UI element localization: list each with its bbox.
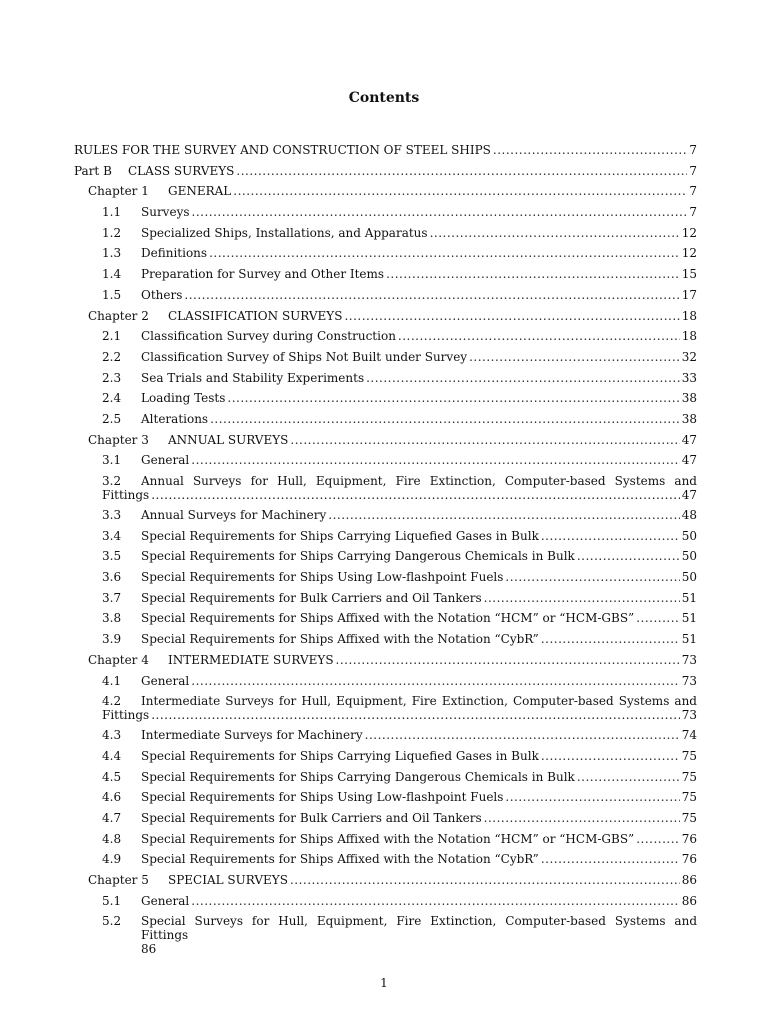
page-number: 1 (380, 976, 388, 990)
toc-entry-section[interactable] (74, 450, 697, 471)
toc-entry-section[interactable] (74, 264, 697, 285)
toc-entry-text: General (141, 453, 190, 468)
toc-entry-text: Special Requirements for Ships Affixed with the Notation “HCM” or “HCM-GBS” (141, 831, 635, 846)
leader-dots (233, 181, 687, 202)
toc-entry-text: CLASS SURVEYS (128, 163, 235, 178)
toc-entry-section[interactable] (74, 588, 697, 609)
toc-entry-text: Classification Survey during Construction (141, 329, 396, 344)
toc-entry-text: SPECIAL SURVEYS (168, 873, 288, 887)
toc-entry-number: Chapter 3 (88, 432, 149, 447)
toc-entry-number: 1.3 (102, 246, 122, 261)
toc-entry-page: 50 (681, 528, 697, 543)
leader-dots (541, 629, 680, 650)
toc-entry-chapter[interactable] (74, 430, 697, 451)
toc-entry-number: 4.4 (102, 748, 122, 763)
toc-entry-section[interactable] (74, 608, 697, 629)
toc-entry-text: Special Surveys for Hull, Equipment, Fire Extinction, Computer-based Systems and Fittings (141, 914, 697, 943)
toc-entry-number: Chapter 2 (88, 308, 149, 323)
toc-entry-number: 3.2 (102, 474, 122, 488)
toc-entry-text: RULES FOR THE SURVEY AND CONSTRUCTION OF STEEL SHIPS (74, 143, 491, 157)
toc-entry-section[interactable] (74, 526, 697, 547)
toc-entry-page: 73 (681, 652, 697, 667)
toc-entry-number: 4.2 (102, 694, 122, 709)
toc-entry-section[interactable] (74, 787, 697, 808)
toc-entry-section[interactable] (74, 347, 697, 368)
toc-entry-part-b[interactable] (74, 161, 697, 182)
toc-entry-number: 2.1 (102, 329, 122, 344)
toc-entry-text: Special Requirements for Ships Using Low-flashpoint Fuels (141, 790, 504, 805)
leader-dots (151, 488, 680, 502)
toc-entry-page: 7 (689, 184, 697, 199)
toc-entry-number: Chapter 1 (88, 184, 149, 199)
toc-entry-text: Special Requirements for Ships Affixed with the Notation “CybR” (141, 632, 539, 647)
toc-entry-number: 1.4 (102, 267, 122, 282)
toc-entry-number: 4.5 (102, 769, 122, 784)
toc-entry-number: 1.5 (102, 287, 122, 302)
toc-entry-number: 4.3 (102, 728, 122, 743)
toc-entry-page: 47 (681, 453, 697, 468)
leader-dots (336, 650, 680, 671)
toc-entry-section[interactable] (74, 849, 697, 870)
toc-entry-section[interactable] (74, 891, 697, 912)
toc-entry-text: Classification Survey of Ships Not Built under Survey (141, 349, 468, 364)
toc-entry-page: 50 (681, 549, 697, 564)
toc-entry-number: 3.9 (102, 632, 122, 647)
toc-entry-text: INTERMEDIATE SURVEYS (168, 652, 334, 667)
leader-dots (505, 567, 679, 588)
toc-entry-number: 4.9 (102, 852, 122, 867)
toc-entry-page: 48 (681, 508, 697, 522)
toc-entry-rules[interactable] (74, 140, 697, 161)
leader-dots (505, 787, 679, 808)
toc-entry-text: ANNUAL SURVEYS (168, 432, 289, 447)
toc-entry-page: 76 (681, 831, 697, 846)
toc-entry-text-continued: Fittings (102, 708, 150, 723)
toc-entry-number: 3.3 (102, 508, 122, 522)
toc-entry-text: Definitions (141, 246, 208, 261)
toc-entry-page: 51 (681, 632, 697, 647)
toc-entry-page: 38 (681, 411, 697, 426)
toc-entry-page: 15 (681, 267, 697, 282)
toc-entry-page: 47 (681, 488, 697, 502)
toc-entry-text: Annual Surveys for Machinery (141, 508, 327, 522)
toc-entry-page: 73 (681, 708, 697, 723)
leader-dots (398, 326, 680, 347)
toc-entry-section-wrapped[interactable] (74, 911, 697, 959)
toc-entry-page: 75 (681, 769, 697, 784)
toc-entry-section[interactable] (74, 368, 697, 389)
leader-dots (493, 140, 687, 161)
toc-entry-section[interactable] (74, 223, 697, 244)
toc-entry-page: 51 (681, 590, 697, 605)
toc-entry-page: 75 (681, 810, 697, 825)
toc-entry-number: 4.8 (102, 831, 122, 846)
toc-entry-number: Part B (74, 163, 112, 178)
toc-entry-number: 2.4 (102, 391, 122, 406)
toc-entry-chapter[interactable] (74, 306, 697, 327)
toc-entry-section[interactable] (74, 546, 697, 567)
toc-entry-chapter[interactable] (74, 650, 697, 671)
toc-entry-section[interactable] (74, 285, 697, 306)
leader-dots (236, 161, 687, 182)
leader-dots (541, 849, 680, 870)
toc-entry-page: 74 (681, 728, 697, 743)
toc-entry-text: Intermediate Surveys for Hull, Equipment, Fire Extinction, Computer-based Systems and (141, 694, 697, 709)
leader-dots (191, 891, 679, 912)
toc-entry-text: Special Requirements for Ships Carrying Dangerous Chemicals in Bulk (141, 549, 575, 564)
toc-entry-page: 73 (681, 673, 697, 688)
toc-entry-number: 2.5 (102, 411, 122, 426)
toc-entry-text: Intermediate Surveys for Machinery (141, 728, 363, 743)
leader-dots (636, 829, 680, 850)
toc-entry-section[interactable] (74, 725, 697, 746)
toc-entry-page: 18 (681, 308, 697, 323)
leader-dots (344, 306, 679, 327)
toc-entry-text: Sea Trials and Stability Experiments (141, 370, 365, 385)
toc-entry-number: Chapter 4 (88, 652, 149, 667)
leader-dots (484, 808, 680, 829)
toc-entry-section-wrapped[interactable] (74, 691, 697, 725)
toc-entry-page: 18 (681, 329, 697, 344)
toc-entry-text: Special Requirements for Ships Carrying Liquefied Gases in Bulk (141, 748, 539, 763)
leader-dots (577, 546, 680, 567)
leader-dots (191, 450, 679, 471)
leader-dots (192, 202, 688, 223)
toc-entry-page: 33 (681, 370, 697, 385)
toc-entry-text: General (141, 893, 190, 908)
toc-entry-text: Annual Surveys for Hull, Equipment, Fire Extinction, Computer-based Systems and (141, 474, 697, 488)
toc-entry-section[interactable] (74, 388, 697, 409)
toc-entry-number: 5.2 (102, 914, 122, 929)
toc-entry-number: 5.1 (102, 893, 122, 908)
leader-dots (541, 526, 680, 547)
toc-entry-text: CLASSIFICATION SURVEYS (168, 308, 343, 323)
leader-dots (151, 708, 680, 722)
toc-entry-section[interactable] (74, 409, 697, 430)
toc-entry-page: 7 (689, 205, 697, 220)
toc-entry-section[interactable] (74, 326, 697, 347)
toc-entry-number: 2.3 (102, 370, 122, 385)
toc-entry-page: 86 (681, 893, 697, 908)
toc-entry-section[interactable] (74, 567, 697, 588)
toc-entry-text: Special Requirements for Ships Using Low-flashpoint Fuels (141, 570, 504, 585)
toc-entry-number: 1.2 (102, 225, 122, 240)
toc-entry-section[interactable] (74, 671, 697, 692)
toc-entry-number: 4.6 (102, 790, 122, 805)
toc-entry-text: General (141, 673, 190, 688)
toc-entry-number: 2.2 (102, 349, 122, 364)
toc-entry-text: Alterations (141, 411, 209, 426)
toc-entry-text: Surveys (141, 205, 190, 220)
leader-dots (484, 588, 680, 609)
toc-entry-text: Special Requirements for Bulk Carriers and Oil Tankers (141, 590, 482, 605)
leader-dots (636, 608, 680, 629)
toc-entry-page: 12 (681, 246, 697, 261)
toc-entry-number: Chapter 5 (88, 873, 149, 887)
toc-entry-number: 3.7 (102, 590, 122, 605)
leader-dots (290, 430, 679, 451)
leader-dots (469, 347, 680, 368)
toc-entry-number: 3.8 (102, 611, 122, 626)
toc-entry-section[interactable] (74, 808, 697, 829)
toc-entry-page: 32 (681, 349, 697, 364)
toc-entry-section[interactable] (74, 243, 697, 264)
toc-entry-chapter[interactable] (74, 870, 697, 891)
toc-entry-text: Others (141, 287, 183, 302)
toc-entry-text: Specialized Ships, Installations, and Apparatus (141, 225, 428, 240)
toc-entry-text: Special Requirements for Ships Carrying Liquefied Gases in Bulk (141, 528, 539, 543)
leader-dots (366, 368, 680, 389)
leader-dots (386, 264, 680, 285)
table-of-contents (74, 140, 697, 959)
toc-entry-section[interactable] (74, 829, 697, 850)
leader-dots (209, 243, 680, 264)
leader-dots (290, 870, 680, 891)
leader-dots (577, 767, 680, 788)
toc-entry-number: 3.6 (102, 570, 122, 585)
toc-entry-page: 76 (681, 852, 697, 867)
leader-dots (191, 671, 679, 692)
toc-entry-number: 4.1 (102, 673, 122, 688)
toc-entry-page: 17 (681, 287, 697, 302)
leader-dots (184, 285, 679, 306)
toc-entry-number: 3.1 (102, 453, 122, 468)
toc-entry-page: 38 (681, 391, 697, 406)
leader-dots (365, 725, 680, 746)
toc-entry-section-wrapped[interactable] (74, 471, 697, 505)
toc-entry-section[interactable] (74, 202, 697, 223)
toc-entry-text-continued: 86 (141, 942, 157, 957)
toc-entry-page: 12 (681, 225, 697, 240)
toc-entry-page: 50 (681, 570, 697, 585)
toc-entry-text: Special Requirements for Bulk Carriers and Oil Tankers (141, 810, 482, 825)
toc-entry-chapter[interactable] (74, 181, 697, 202)
toc-entry-section[interactable] (74, 767, 697, 788)
toc-entry-page: 47 (681, 432, 697, 447)
toc-entry-text: Special Requirements for Ships Affixed with the Notation “HCM” or “HCM-GBS” (141, 611, 635, 626)
leader-dots (328, 505, 679, 526)
toc-entry-page: 86 (681, 873, 697, 887)
toc-entry-page: 75 (681, 790, 697, 805)
toc-entry-page: 7 (689, 143, 697, 157)
toc-entry-text: Special Requirements for Ships Carrying Dangerous Chemicals in Bulk (141, 769, 575, 784)
toc-entry-section[interactable] (74, 629, 697, 650)
toc-entry-page: 7 (689, 163, 697, 178)
toc-entry-text: Preparation for Survey and Other Items (141, 267, 385, 282)
toc-entry-text-continued: Fittings (102, 488, 150, 502)
page-title: Contents (348, 90, 420, 106)
leader-dots (227, 388, 679, 409)
leader-dots (541, 746, 680, 767)
toc-entry-text: GENERAL (168, 184, 232, 199)
toc-entry-text: Loading Tests (141, 391, 226, 406)
toc-entry-section[interactable] (74, 505, 697, 526)
toc-entry-number: 4.7 (102, 810, 122, 825)
toc-entry-number: 3.4 (102, 528, 122, 543)
toc-entry-number: 1.1 (102, 205, 122, 220)
leader-dots (430, 223, 680, 244)
toc-entry-page: 75 (681, 748, 697, 763)
toc-entry-text: Special Requirements for Ships Affixed with the Notation “CybR” (141, 852, 539, 867)
toc-entry-section[interactable] (74, 746, 697, 767)
toc-entry-number: 3.5 (102, 549, 122, 564)
leader-dots (210, 409, 680, 430)
toc-entry-page: 51 (681, 611, 697, 626)
